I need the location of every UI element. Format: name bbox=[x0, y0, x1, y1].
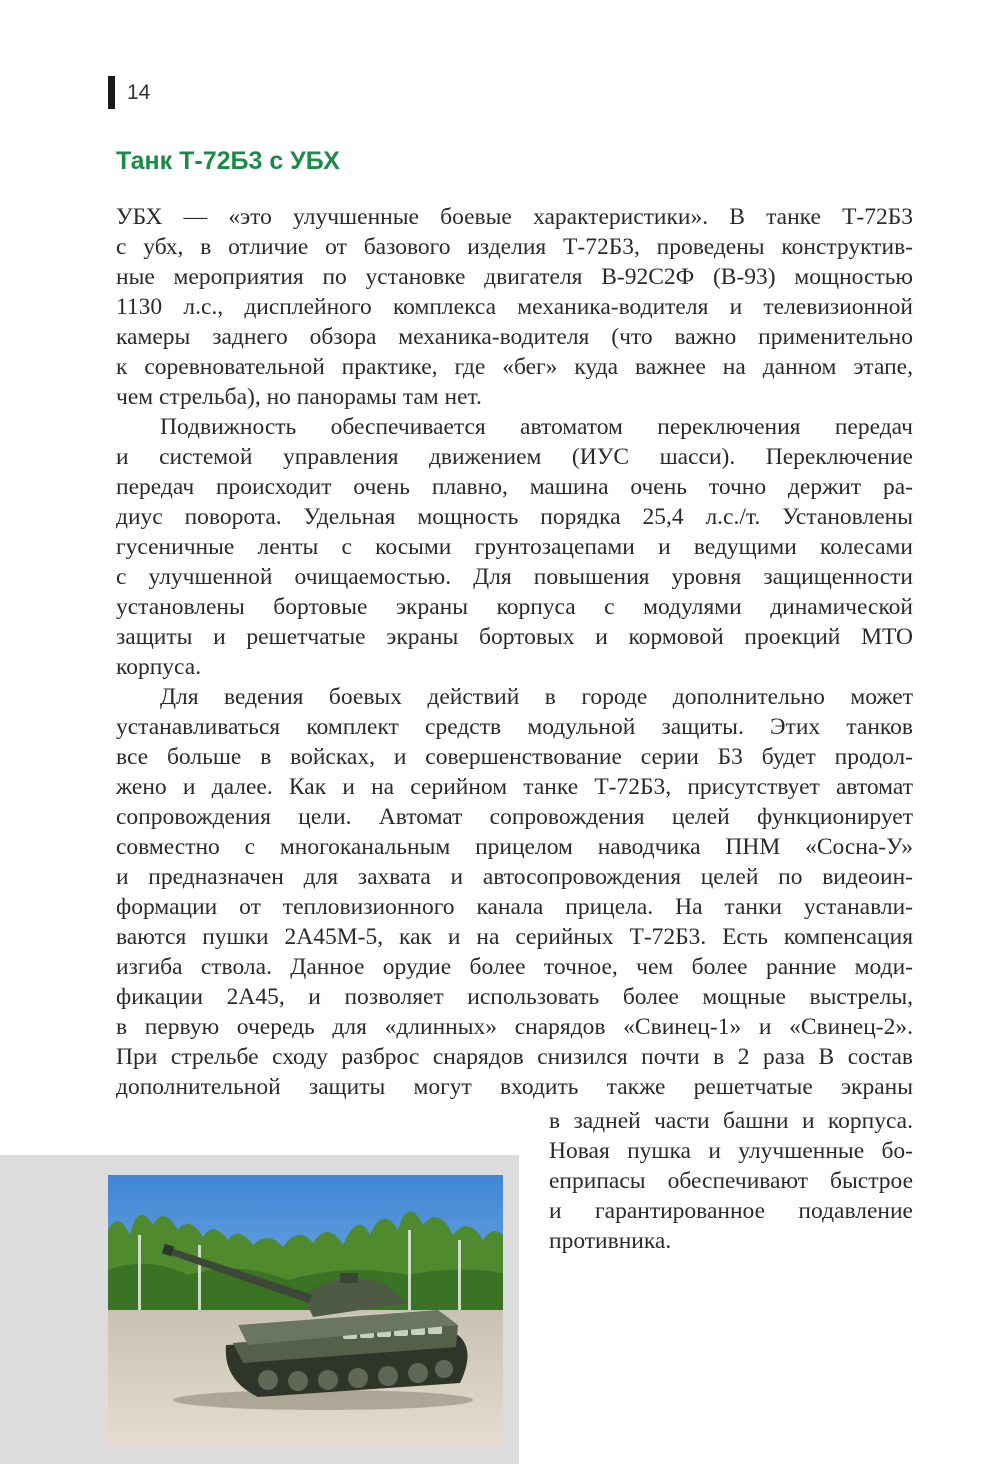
paragraph-line: Новая пушка и улучшенные бо- bbox=[549, 1138, 913, 1164]
paragraph-line: изгиба ствола. Данное орудие более точное, чем более ранние моди- bbox=[116, 954, 913, 980]
paragraph-line: ваются пушки 2А45М-5, как и на серийных Т-72Б3. Есть компенсация bbox=[116, 924, 913, 950]
paragraph-line: корпуса. bbox=[116, 654, 202, 680]
paragraph-line: Подвижность обеспечивается автоматом переключения передач bbox=[160, 414, 913, 440]
paragraph-line: защиты и решетчатые экраны бортовых и кормовой проекций МТО bbox=[116, 624, 913, 650]
paragraph-line: и предназначен для захвата и автосопровождения целей по видеоин- bbox=[116, 864, 913, 890]
paragraph-line: жено и далее. Как и на серийном танке Т-72Б3, присутствует автомат bbox=[116, 774, 913, 800]
paragraph-line: диус поворота. Удельная мощность порядка 25,4 л.с./т. Установлены bbox=[116, 504, 913, 530]
paragraph-line: с улучшенной очищаемостью. Для повышения уровня защищенности bbox=[116, 564, 913, 590]
paragraph-line: еприпасы обеспечивают быстрое bbox=[549, 1168, 913, 1194]
paragraph-line: формации от тепловизионного канала прицела. На танки устанавли- bbox=[116, 894, 913, 920]
paragraph-line: и гарантированное подавление bbox=[549, 1198, 913, 1224]
paragraph-line: в первую очередь для «длинных» снарядов «Свинец-1» и «Свинец-2». bbox=[116, 1014, 913, 1040]
page-marker-bar bbox=[108, 76, 115, 109]
tank-photo bbox=[108, 1175, 503, 1445]
paragraph-line: гусеничные ленты с косыми грунтозацепами и ведущими колесами bbox=[116, 534, 913, 560]
paragraph-line: совместно с многоканальным прицелом наводчика ПНМ «Сосна-У» bbox=[116, 834, 913, 860]
paragraph-line: камеры заднего обзора механика-водителя (что важно применительно bbox=[116, 324, 913, 350]
paragraph-line: УБХ — «это улучшенные боевые характеристики». В танке Т-72Б3 bbox=[116, 204, 913, 230]
paragraph-line: и системой управления движением (ИУС шасси). Переключение bbox=[116, 444, 913, 470]
paragraph-line: к соревновательной практике, где «бег» куда важнее на данном этапе, bbox=[116, 354, 913, 380]
paragraph-line: установлены бортовые экраны корпуса с модулями динамической bbox=[116, 594, 913, 620]
page-number: 14 bbox=[127, 81, 151, 104]
paragraph-line: устанавливаться комплект средств модульной защиты. Этих танков bbox=[116, 714, 913, 740]
paragraph-line: ные мероприятия по установке двигателя В-92С2Ф (В-93) мощностью bbox=[116, 264, 913, 290]
paragraph-line: чем стрельба), но панорамы там нет. bbox=[116, 384, 482, 410]
paragraph-line: противника. bbox=[549, 1228, 672, 1254]
paragraph-line: При стрельбе сходу разброс снарядов снизился почти в 2 раза В состав bbox=[116, 1044, 913, 1070]
paragraph-line: передач происходит очень плавно, машина очень точно держит ра- bbox=[116, 474, 913, 500]
section-title: Танк Т-72Б3 с УБХ bbox=[116, 147, 340, 175]
paragraph-line: с убх, в отличие от базового изделия Т-72Б3, проведены конструктив- bbox=[116, 234, 913, 260]
paragraph-line: в задней части башни и корпуса. bbox=[549, 1108, 913, 1134]
paragraph-line: 1130 л.с., дисплейного комплекса механика-водителя и телевизионной bbox=[116, 294, 913, 320]
paragraph-line: Для ведения боевых действий в городе дополнительно может bbox=[160, 684, 913, 710]
paragraph-line: сопровождения цели. Автомат сопровождения целей функционирует bbox=[116, 804, 913, 830]
paragraph-line: дополнительной защиты могут входить также решетчатые экраны bbox=[116, 1074, 913, 1100]
paragraph-line: все больше в войсках, и совершенствование серии Б3 будет продол- bbox=[116, 744, 913, 770]
paragraph-line: фикации 2А45, и позволяет использовать более мощные выстрелы, bbox=[116, 984, 913, 1010]
